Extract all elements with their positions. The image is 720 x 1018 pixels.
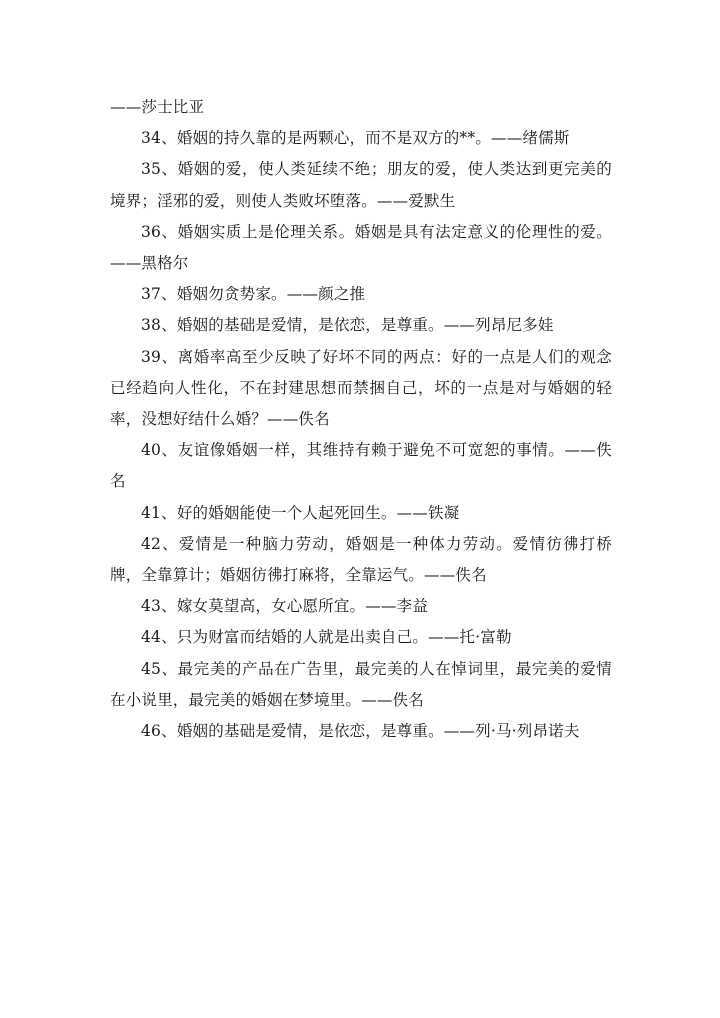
quote-45: 45、最完美的产品在广告里，最完美的人在悼词里，最完美的爱情在小说里，最完美的婚姻在梦境里。——佚名 xyxy=(110,659,612,709)
quote-attribution-continued: ——莎士比亚 xyxy=(110,98,205,116)
quote-38: 38、婚姻的基础是爱情，是依恋，是尊重。——列昂尼多娃 xyxy=(141,316,554,335)
quote-39: 39、离婚率高至少反映了好坏不同的两点：好的一点是人们的观念已经趋向人性化，不在封建思想而禁捆自己，坏的一点是对与婚姻的轻率，没想好结什么婚？——佚名 xyxy=(110,347,612,429)
quote-42: 42、爱情是一种脑力劳动，婚姻是一种体力劳动。爱情彷彿打桥牌，全靠算计；婚姻彷彿打麻将，全靠运气。——佚名 xyxy=(110,534,612,585)
quote-34: 34、婚姻的持久靠的是两颗心，而不是双方的**。——绪儒斯 xyxy=(141,129,570,148)
quote-41: 41、好的婚姻能使一个人起死回生。——铁凝 xyxy=(141,503,460,522)
quote-35: 35、婚姻的爱，使人类延续不绝；朋友的爱，使人类达到更完美的境界；淫邪的爱，则使人类败坏堕落。——爱默生 xyxy=(110,160,612,210)
quote-44: 44、只为财富而结婚的人就是出卖自己。——托·富勒 xyxy=(141,628,512,647)
quote-36: 36、婚姻实质上是伦理关系。婚姻是具有法定意义的伦理性的爱。——黑格尔 xyxy=(110,222,612,273)
quote-46: 46、婚姻的基础是爱情，是依恋，是尊重。——列·马·列昂诺夫 xyxy=(141,722,580,741)
quote-43: 43、嫁女莫望高，女心愿所宜。——李益 xyxy=(141,597,429,616)
document-body xyxy=(110,92,612,747)
quote-40: 40、友谊像婚姻一样，其维持有赖于避免不可宽恕的事情。——佚名 xyxy=(110,441,612,491)
quote-37: 37、婚姻勿贪势家。——颜之推 xyxy=(141,285,366,304)
